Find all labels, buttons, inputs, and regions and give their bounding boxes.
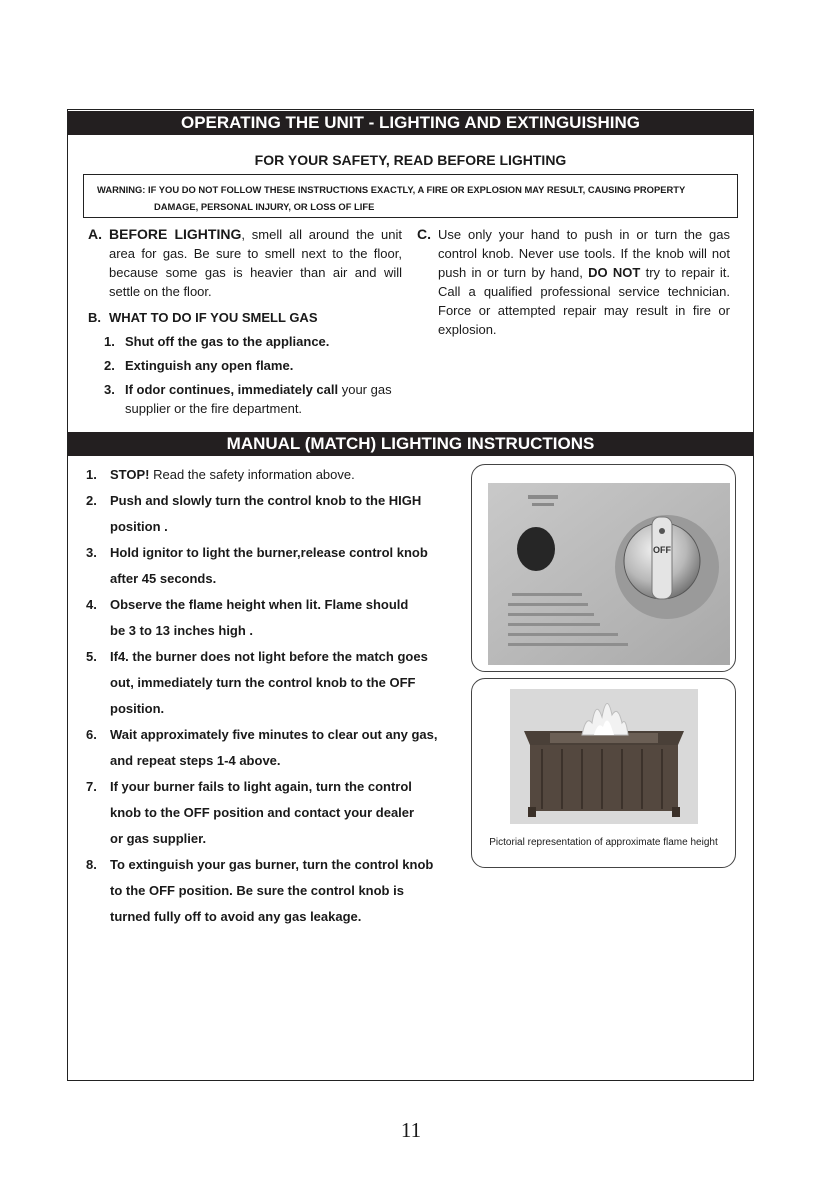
step-item: [86, 774, 466, 852]
section-a-text: , smell all around the unit area for gas. Be sure to smell next to the floor, because some gas is heavier than air and will settle on the floor.: [109, 227, 402, 299]
step-body: [110, 852, 433, 930]
step-line: after 45 seconds.: [110, 571, 217, 586]
warning-line-1: WARNING: IF YOU DO NOT FOLLOW THESE INSTRUCTIONS EXACTLY, A FIRE OR EXPLOSION MAY RESULT, CAUSING PROPERTY: [97, 184, 686, 195]
step-number: 5.: [86, 649, 97, 664]
step-line: or gas supplier.: [110, 831, 207, 846]
section-c-emphasis: DO NOT: [588, 265, 641, 280]
section-a: [88, 225, 402, 301]
step-line: If4. the burner does not light before the match goes: [110, 649, 428, 664]
step-body: [110, 774, 414, 852]
step-line: knob to the OFF position and contact your dealer: [110, 805, 415, 820]
step-body: [110, 644, 428, 722]
page-number: 11: [400, 1118, 422, 1142]
step-line: If your burner fails to light again, turn the control: [110, 779, 412, 794]
step-line: to the OFF position. Be sure the control knob is: [110, 883, 404, 898]
step-number: 8.: [86, 857, 97, 872]
section-c-label: C.: [417, 226, 431, 242]
step-number: 6.: [86, 727, 97, 742]
section-header-operating: OPERATING THE UNIT - LIGHTING AND EXTINGUISHING: [68, 111, 753, 135]
step-number: 7.: [86, 779, 97, 794]
step-body: [110, 592, 408, 644]
step-line: To extinguish your gas burner, turn the control knob: [110, 857, 434, 872]
section-header-manual: MANUAL (MATCH) LIGHTING INSTRUCTIONS: [68, 432, 753, 456]
item-text: Extinguish any open flame.: [125, 358, 294, 373]
control-knob-photo-frame: [471, 464, 736, 672]
section-a-label: A.: [88, 226, 102, 242]
step-item: [86, 644, 466, 722]
knob-off-label: OFF: [653, 545, 671, 555]
step-item: [86, 592, 466, 644]
step-number: 3.: [86, 545, 97, 560]
step-item: [86, 488, 466, 540]
section-c-body: [438, 225, 730, 339]
left-safety-column: [88, 225, 402, 418]
step-body: [110, 488, 421, 540]
section-b-heading: [88, 308, 402, 327]
section-c-text: try to repair it. Call a qualified professional service technician. Force or attempted repair may result in fire or explosion.: [438, 265, 731, 337]
step-emphasis: STOP!: [110, 467, 150, 482]
step-line: Observe the flame height when lit. Flame should: [110, 597, 409, 612]
step-line: Wait approximately five minutes to clear out any gas,: [110, 727, 438, 742]
item-number: 1.: [104, 334, 115, 349]
step-body: [110, 540, 428, 592]
section-b-item: [104, 332, 402, 351]
item-number: 2.: [104, 358, 115, 373]
control-knob-photo: [472, 465, 735, 671]
section-a-title: BEFORE LIGHTING: [109, 226, 242, 242]
section-c-text: Use only your hand to push in or turn the gas control knob. Never use tools. If the knob will not push in or turn by hand,: [438, 227, 730, 280]
step-body: [110, 722, 438, 774]
section-a-body: [109, 225, 402, 301]
step-number: 2.: [86, 493, 97, 508]
step-number: 4.: [86, 597, 97, 612]
right-safety-column: [417, 225, 730, 339]
fire-table-photo: [472, 679, 735, 829]
section-b-item: [104, 356, 402, 375]
step-line: turned fully off to avoid any gas leakage.: [110, 909, 362, 924]
step-item: [86, 540, 466, 592]
warning-line-2: DAMAGE, PERSONAL INJURY, OR LOSS OF LIFE: [154, 201, 375, 212]
section-b-label: B.: [88, 310, 101, 325]
step-line: be 3 to 13 inches high .: [110, 623, 254, 638]
warning-box: [83, 174, 738, 218]
item-text: If odor continues, immediately call: [125, 382, 339, 397]
step-item: [86, 722, 466, 774]
step-number: 1.: [86, 467, 97, 482]
step-line: Hold ignitor to light the burner,release control knob: [110, 545, 428, 560]
step-line: Push and slowly turn the control knob to the HIGH: [110, 493, 422, 508]
step-line: position.: [110, 701, 165, 716]
section-c: [417, 225, 730, 339]
step-line: out, immediately turn the control knob to the OFF: [110, 675, 416, 690]
section-b-title: WHAT TO DO IF YOU SMELL GAS: [109, 310, 318, 325]
item-number: 3.: [104, 382, 115, 397]
step-text: Read the safety information above.: [149, 467, 355, 482]
page-frame: [67, 109, 754, 1081]
step-line: and repeat steps 1-4 above.: [110, 753, 281, 768]
safety-subtitle: FOR YOUR SAFETY, READ BEFORE LIGHTING: [254, 152, 567, 168]
step-item: [86, 462, 466, 488]
step-line: position .: [110, 519, 168, 534]
fire-table-photo-frame: [471, 678, 736, 868]
step-item: [86, 852, 466, 930]
item-text-rest: your gas supplier or the fire department.: [125, 382, 392, 416]
lighting-steps: [86, 462, 466, 930]
section-b-item: [104, 380, 402, 418]
photo-caption: Pictorial representation of approximate flame height: [489, 837, 718, 848]
item-text: Shut off the gas to the appliance.: [125, 334, 330, 349]
